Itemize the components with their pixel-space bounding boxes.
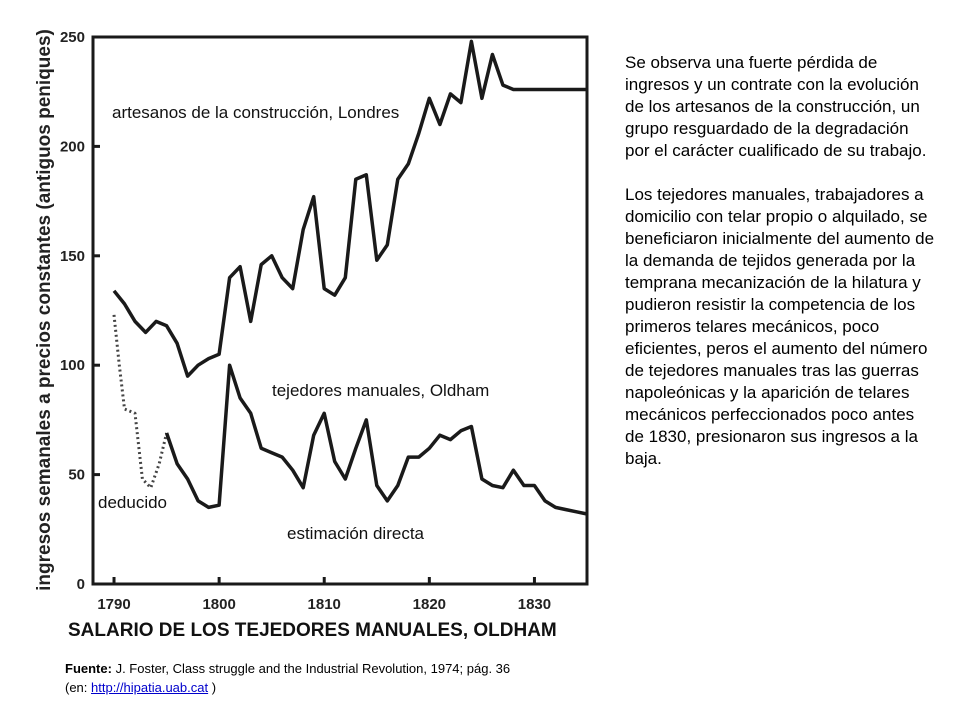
chart-title: SALARIO DE LOS TEJEDORES MANUALES, OLDHAM: [68, 620, 557, 641]
source-label: Fuente:: [65, 661, 112, 676]
x-tick-label: 1790: [97, 596, 131, 613]
source-citation: J. Foster, Class struggle and the Industrial Revolution, 1974; pág. 36: [111, 661, 511, 676]
x-tick-label: 1830: [517, 596, 552, 613]
y-tick-label: 100: [59, 357, 85, 375]
source-link[interactable]: http://hipatia.uab.cat: [91, 680, 209, 695]
y-tick-label: 200: [59, 138, 85, 156]
side-commentary: [625, 52, 935, 492]
y-tick-label: 0: [76, 576, 85, 593]
y-tick-label: 50: [68, 466, 85, 484]
annotation-tejedores: tejedores manuales, Oldham: [272, 381, 490, 400]
source-prefix: (en:: [65, 680, 92, 695]
x-tick-label: 1810: [307, 596, 341, 613]
x-tick-label: 1800: [202, 596, 236, 613]
y-tick-label: 250: [59, 29, 85, 46]
y-axis-label: ingresos semanales a precios constantes (antiguos peniques): [34, 29, 55, 591]
annotation-estimacion: estimación directa: [287, 524, 425, 543]
x-axis-ticks: [97, 577, 551, 613]
source-suffix: ): [208, 680, 217, 695]
series-artesanos-line: [114, 41, 587, 376]
annotation-deducido: deducido: [98, 493, 168, 512]
source-note: [65, 659, 605, 697]
y-tick-label: 150: [59, 247, 85, 265]
commentary-paragraph-2: Los tejedores manuales, trabajadores a domicilio con telar propio o alquilado, se beneficiaron inicialmente del aumento de la demanda de tejidos generada por la temprana mecanización de la hilatura y pudieron resistir la competencia de los primeros telares mecánicos, poco eficientes, peros el aumento del número de tejedores manuales tras las guerras napoleónicas y la aparición de telares mecánicos perfeccionados poco antes de 1830, presionaron sus ingresos a la baja.: [625, 185, 935, 468]
commentary-paragraph-1: Se observa una fuerte pérdida de ingresos y un contrate con la evolución de los artesanos de la construcción, un grupo resguardado de la degradación por el carácter cualificado de su trabajo.: [625, 53, 927, 160]
series-deducido-line: [114, 315, 167, 488]
annotation-artesanos: artesanos de la construcción, Londres: [112, 103, 400, 122]
x-tick-label: 1820: [412, 596, 447, 613]
